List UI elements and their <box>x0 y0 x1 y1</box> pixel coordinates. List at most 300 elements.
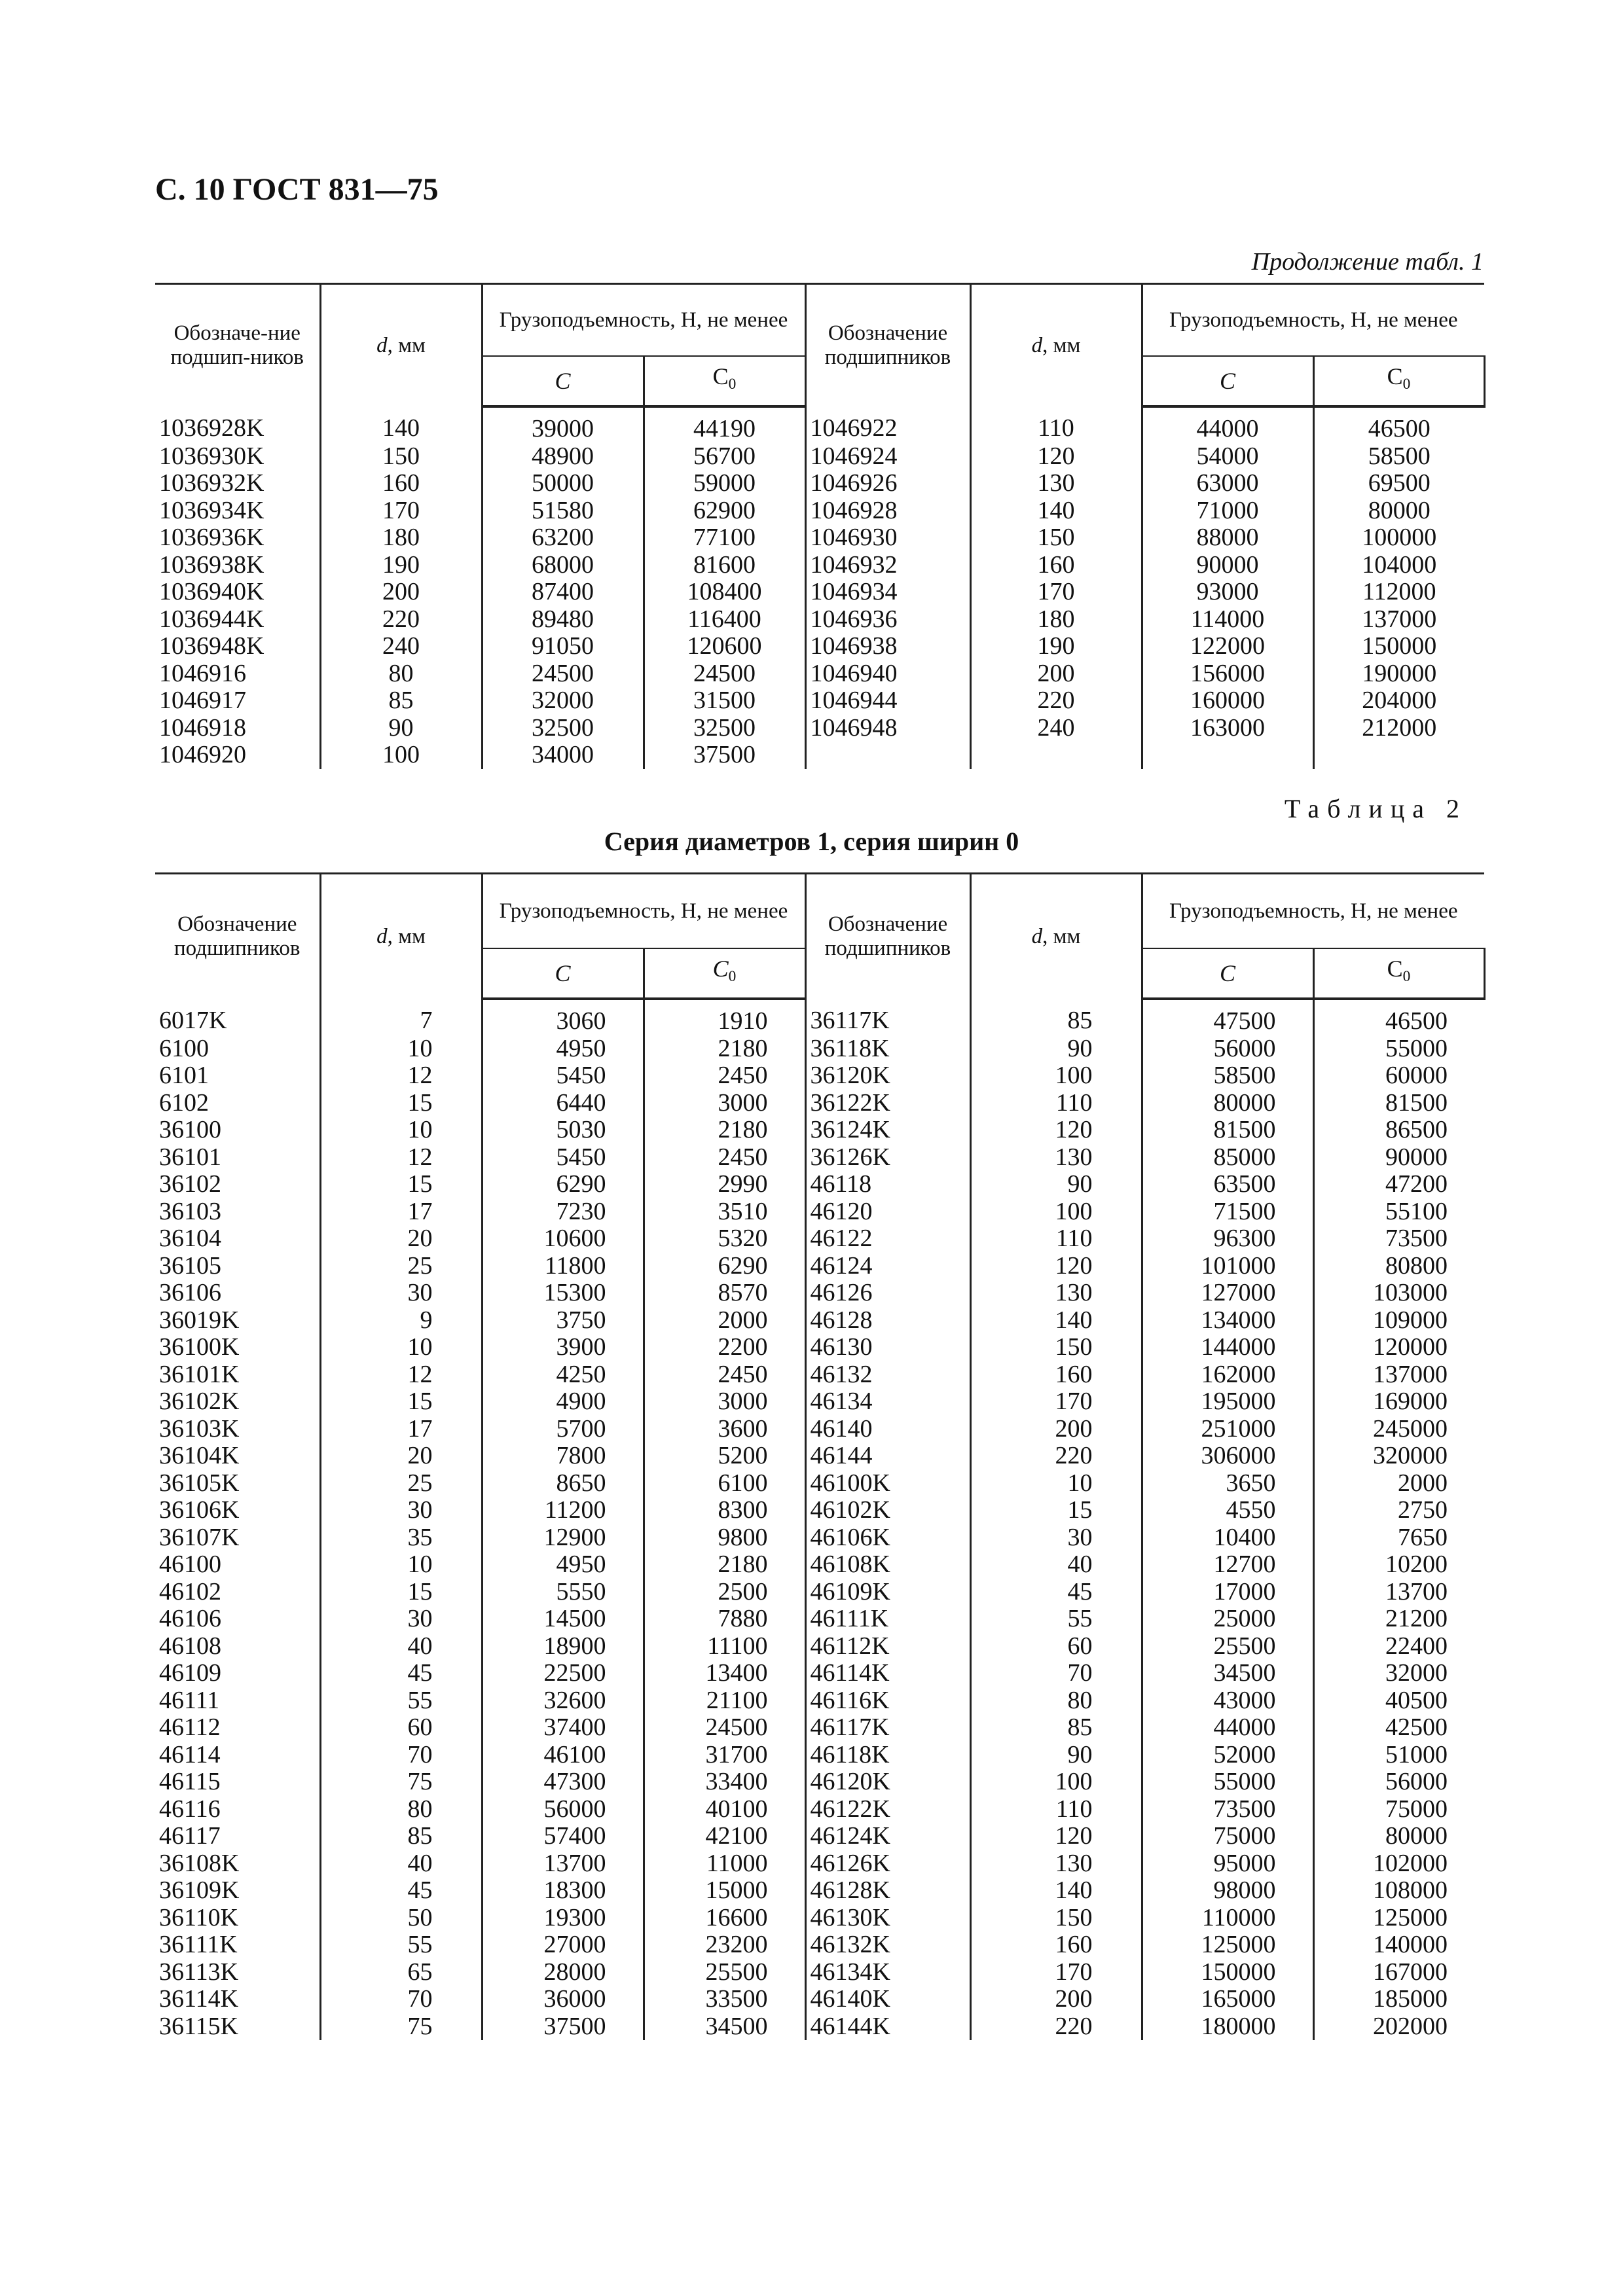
cell-d: 85 <box>320 687 482 715</box>
cell-c0: 202000 <box>1313 2013 1484 2041</box>
cell-designation: 1036932K <box>155 470 320 497</box>
cell-designation: 1046918 <box>155 715 320 742</box>
header-c: C <box>482 356 644 406</box>
cell-d: 200 <box>970 660 1142 688</box>
cell-d: 100 <box>970 1768 1142 1796</box>
cell-c: 91050 <box>482 633 644 660</box>
cell-c0: 90000 <box>1313 1144 1484 1172</box>
table-row <box>155 2013 1484 2041</box>
cell-c0: 24500 <box>644 1714 805 1742</box>
cell-designation: 36103K <box>155 1416 320 1443</box>
cell-c: 46100 <box>482 1742 644 1769</box>
header-load-capacity: Грузоподъемность, Н, не менее <box>1142 874 1484 949</box>
cell-c: 150000 <box>1142 1959 1313 1986</box>
cell-d: 30 <box>970 1524 1142 1552</box>
cell-d: 110 <box>970 1090 1142 1117</box>
cell-c0: 109000 <box>1313 1307 1484 1335</box>
cell-designation: 46111K <box>805 1605 970 1633</box>
cell-d: 10 <box>320 1117 482 1144</box>
cell-c: 3650 <box>1142 1470 1313 1498</box>
cell-d: 130 <box>970 1850 1142 1878</box>
table-row <box>155 633 1484 660</box>
cell-c0: 24500 <box>644 660 805 688</box>
cell-d: 90 <box>320 715 482 742</box>
cell-c: 22500 <box>482 1660 644 1687</box>
cell-designation: 46132K <box>805 1931 970 1959</box>
cell-c: 27000 <box>482 1931 644 1959</box>
cell-c0: 2750 <box>1313 1497 1484 1524</box>
cell-c0: 40100 <box>644 1796 805 1823</box>
cell-c: 25500 <box>1142 1633 1313 1660</box>
cell-d: 120 <box>970 1253 1142 1280</box>
cell-designation: 46128K <box>805 1877 970 1905</box>
cell-c: 93000 <box>1142 579 1313 606</box>
cell-c: 122000 <box>1142 633 1313 660</box>
cell-c0: 47200 <box>1313 1171 1484 1198</box>
cell-c0: 59000 <box>644 470 805 497</box>
cell-c: 125000 <box>1142 1931 1313 1959</box>
table-row <box>155 606 1484 634</box>
cell-designation: 46114K <box>805 1660 970 1687</box>
table-row <box>155 715 1484 742</box>
cell-c: 24500 <box>482 660 644 688</box>
cell-d: 65 <box>320 1959 482 1986</box>
cell-designation: 46109K <box>805 1579 970 1606</box>
cell-designation: 46140 <box>805 1416 970 1443</box>
cell-c0: 9800 <box>644 1524 805 1552</box>
cell-d: 140 <box>970 1307 1142 1335</box>
cell-designation: 36106 <box>155 1280 320 1307</box>
cell-designation: 36113K <box>155 1959 320 1986</box>
cell-d: 190 <box>970 633 1142 660</box>
cell-c0: 69500 <box>1313 470 1484 497</box>
cell-c: 306000 <box>1142 1443 1313 1470</box>
cell-d: 75 <box>320 2013 482 2041</box>
cell-d: 90 <box>970 1035 1142 1063</box>
cell-d: 25 <box>320 1253 482 1280</box>
cell-c: 58500 <box>1142 1062 1313 1090</box>
cell-designation: 36124K <box>805 1117 970 1144</box>
cell-d: 85 <box>320 1823 482 1850</box>
cell-c0: 3000 <box>644 1090 805 1117</box>
table-row <box>155 1877 1484 1905</box>
header-c0: $C_0$ <box>644 356 805 406</box>
cell-c0: 204000 <box>1313 687 1484 715</box>
cell-c: 10400 <box>1142 1524 1313 1552</box>
table-row <box>155 552 1484 579</box>
cell-d: 240 <box>320 633 482 660</box>
cell-c: 68000 <box>482 552 644 579</box>
cell-designation: 36102 <box>155 1171 320 1198</box>
cell-c0: 104000 <box>1313 552 1484 579</box>
table-row <box>155 443 1484 471</box>
table-row <box>155 1443 1484 1470</box>
cell-c0: 137000 <box>1313 1361 1484 1389</box>
table-row <box>155 1524 1484 1552</box>
cell-c: 163000 <box>1142 715 1313 742</box>
table-row <box>155 1931 1484 1959</box>
cell-d: 160 <box>970 1931 1142 1959</box>
cell-c: 3060 <box>482 999 644 1035</box>
cell-c: 10600 <box>482 1225 644 1253</box>
cell-designation: 46120 <box>805 1198 970 1226</box>
cell-c: 7800 <box>482 1443 644 1470</box>
cell-d: 80 <box>970 1687 1142 1715</box>
cell-d: 90 <box>970 1742 1142 1769</box>
cell-c0: 320000 <box>1313 1443 1484 1470</box>
cell-designation: 36120K <box>805 1062 970 1090</box>
cell-c: 127000 <box>1142 1280 1313 1307</box>
cell-designation: 36114K <box>155 1986 320 2013</box>
cell-d: 110 <box>970 1225 1142 1253</box>
cell-d: 12 <box>320 1144 482 1172</box>
cell-c0: 108400 <box>644 579 805 606</box>
table-row <box>155 1633 1484 1660</box>
cell-d: 15 <box>320 1579 482 1606</box>
cell-d: 45 <box>320 1660 482 1687</box>
cell-designation: 36019K <box>155 1307 320 1335</box>
cell-d: 10 <box>320 1035 482 1063</box>
cell-c: 52000 <box>1142 1742 1313 1769</box>
cell-c: 63200 <box>482 524 644 552</box>
cell-d: 20 <box>320 1443 482 1470</box>
header-c: C <box>1142 356 1313 406</box>
cell-d: 170 <box>970 1388 1142 1416</box>
cell-designation: 1046934 <box>805 579 970 606</box>
cell-c0: 10200 <box>1313 1551 1484 1579</box>
cell-c: 15300 <box>482 1280 644 1307</box>
table-row <box>155 1660 1484 1687</box>
cell-designation: 36105 <box>155 1253 320 1280</box>
cell-designation: 1046948 <box>805 715 970 742</box>
cell-c0: 6290 <box>644 1253 805 1280</box>
cell-c0: 167000 <box>1313 1959 1484 1986</box>
cell-c: 110000 <box>1142 1905 1313 1932</box>
cell-c0: 55100 <box>1313 1198 1484 1226</box>
cell-designation: 36109K <box>155 1877 320 1905</box>
cell-designation: 36100 <box>155 1117 320 1144</box>
cell-d: 130 <box>970 1144 1142 1172</box>
cell-c0: 2180 <box>644 1117 805 1144</box>
cell-designation: 36106K <box>155 1497 320 1524</box>
table-row <box>155 1605 1484 1633</box>
cell-c: 71500 <box>1142 1198 1313 1226</box>
table-row <box>155 1850 1484 1878</box>
cell-designation: 46134K <box>805 1959 970 1986</box>
cell-d: 40 <box>320 1850 482 1878</box>
cell-c: 89480 <box>482 606 644 634</box>
cell-c: 47500 <box>1142 999 1313 1035</box>
cell-c0: 5320 <box>644 1225 805 1253</box>
cell-d <box>970 742 1142 769</box>
cell-c0: 42500 <box>1313 1714 1484 1742</box>
cell-c0: 3000 <box>644 1388 805 1416</box>
table-row <box>155 660 1484 688</box>
header-designation: Обозначе-ние подшип-ников <box>155 284 320 407</box>
cell-d: 30 <box>320 1280 482 1307</box>
cell-c0: 5200 <box>644 1443 805 1470</box>
cell-c0: 33500 <box>644 1986 805 2013</box>
cell-c0: 42100 <box>644 1823 805 1850</box>
cell-c0: 44190 <box>644 406 805 443</box>
cell-c: 63500 <box>1142 1171 1313 1198</box>
cell-c: 39000 <box>482 406 644 443</box>
table-row <box>155 1035 1484 1063</box>
cell-c: 28000 <box>482 1959 644 1986</box>
table-row <box>155 1579 1484 1606</box>
cell-designation: 1046924 <box>805 443 970 471</box>
cell-c0: 185000 <box>1313 1986 1484 2013</box>
cell-c0: 13400 <box>644 1660 805 1687</box>
header-d: d, мм <box>320 874 482 999</box>
cell-c0: 120600 <box>644 633 805 660</box>
cell-c: 32500 <box>482 715 644 742</box>
cell-designation: 1046938 <box>805 633 970 660</box>
cell-c0: 25500 <box>644 1959 805 1986</box>
cell-c: 44000 <box>1142 406 1313 443</box>
cell-c0: 245000 <box>1313 1416 1484 1443</box>
cell-c: 3900 <box>482 1334 644 1361</box>
cell-c0: 34500 <box>644 2013 805 2041</box>
cell-designation: 46108 <box>155 1633 320 1660</box>
cell-c0: 2450 <box>644 1144 805 1172</box>
cell-d: 12 <box>320 1361 482 1389</box>
table-row <box>155 1905 1484 1932</box>
table-row <box>155 1742 1484 1769</box>
cell-designation: 1036934K <box>155 497 320 525</box>
cell-d: 80 <box>320 660 482 688</box>
cell-d: 60 <box>320 1714 482 1742</box>
cell-designation: 1046920 <box>155 742 320 769</box>
cell-designation: 46132 <box>805 1361 970 1389</box>
cell-d: 170 <box>970 1959 1142 1986</box>
cell-designation <box>805 742 970 769</box>
cell-c: 5450 <box>482 1062 644 1090</box>
cell-designation: 46108K <box>805 1551 970 1579</box>
cell-d: 220 <box>970 2013 1142 2041</box>
cell-c0: 62900 <box>644 497 805 525</box>
cell-d: 170 <box>970 579 1142 606</box>
cell-c: 12900 <box>482 1524 644 1552</box>
cell-c: 13700 <box>482 1850 644 1878</box>
header-c0: $C_0$ <box>644 948 805 999</box>
header-designation: Обозначение подшипников <box>805 284 970 407</box>
cell-c: 75000 <box>1142 1823 1313 1850</box>
cell-designation: 1046936 <box>805 606 970 634</box>
cell-designation: 6101 <box>155 1062 320 1090</box>
header-d: d, мм <box>970 284 1142 407</box>
cell-designation: 46100 <box>155 1551 320 1579</box>
cell-designation: 46102 <box>155 1579 320 1606</box>
cell-c: 55000 <box>1142 1768 1313 1796</box>
header-c0: $C_0$ <box>1313 948 1484 999</box>
cell-c: 18300 <box>482 1877 644 1905</box>
cell-c: 18900 <box>482 1633 644 1660</box>
cell-c0: 140000 <box>1313 1931 1484 1959</box>
header-c0: $C_0$ <box>1313 356 1484 406</box>
cell-designation: 46126 <box>805 1280 970 1307</box>
cell-d: 70 <box>320 1742 482 1769</box>
cell-c: 56000 <box>482 1796 644 1823</box>
cell-d: 130 <box>970 470 1142 497</box>
cell-d: 180 <box>970 606 1142 634</box>
cell-c0: 75000 <box>1313 1796 1484 1823</box>
cell-c: 160000 <box>1142 687 1313 715</box>
cell-d: 55 <box>320 1687 482 1715</box>
table-row <box>155 1470 1484 1498</box>
table-row <box>155 1307 1484 1335</box>
cell-designation: 36126K <box>805 1144 970 1172</box>
cell-c: 19300 <box>482 1905 644 1932</box>
cell-designation: 46130 <box>805 1334 970 1361</box>
cell-designation: 36104K <box>155 1443 320 1470</box>
cell-d: 160 <box>320 470 482 497</box>
cell-d: 160 <box>970 552 1142 579</box>
cell-designation: 36101K <box>155 1361 320 1389</box>
cell-d: 220 <box>970 687 1142 715</box>
cell-c0: 11100 <box>644 1633 805 1660</box>
cell-d: 75 <box>320 1768 482 1796</box>
cell-c: 50000 <box>482 470 644 497</box>
cell-c0: 2180 <box>644 1551 805 1579</box>
cell-c0: 31500 <box>644 687 805 715</box>
cell-designation: 6017K <box>155 999 320 1035</box>
cell-c: 4250 <box>482 1361 644 1389</box>
cell-d: 200 <box>320 579 482 606</box>
cell-designation: 36100K <box>155 1334 320 1361</box>
cell-c0: 102000 <box>1313 1850 1484 1878</box>
cell-designation: 1036930K <box>155 443 320 471</box>
cell-designation: 46122 <box>805 1225 970 1253</box>
cell-c: 5450 <box>482 1144 644 1172</box>
cell-c: 37400 <box>482 1714 644 1742</box>
table-row <box>155 1144 1484 1172</box>
cell-c0: 32500 <box>644 715 805 742</box>
cell-d: 240 <box>970 715 1142 742</box>
cell-c: 96300 <box>1142 1225 1313 1253</box>
cell-c: 57400 <box>482 1823 644 1850</box>
cell-d: 7 <box>320 999 482 1035</box>
cell-c0: 37500 <box>644 742 805 769</box>
cell-c0: 40500 <box>1313 1687 1484 1715</box>
cell-d: 120 <box>970 1823 1142 1850</box>
cell-designation: 36118K <box>805 1035 970 1063</box>
cell-c: 6290 <box>482 1171 644 1198</box>
cell-c: 98000 <box>1142 1877 1313 1905</box>
header-designation: Обозначение подшипников <box>805 874 970 999</box>
cell-d: 130 <box>970 1280 1142 1307</box>
cell-designation: 36111K <box>155 1931 320 1959</box>
table-2-label: Таблица 2 <box>1284 794 1467 823</box>
table-row <box>155 1090 1484 1117</box>
cell-designation: 1046932 <box>805 552 970 579</box>
cell-c0: 100000 <box>1313 524 1484 552</box>
table-row <box>155 1361 1484 1389</box>
cell-designation: 36102K <box>155 1388 320 1416</box>
cell-c0: 125000 <box>1313 1905 1484 1932</box>
cell-c: 43000 <box>1142 1687 1313 1715</box>
cell-c0: 46500 <box>1313 406 1484 443</box>
cell-d: 20 <box>320 1225 482 1253</box>
cell-c0: 1910 <box>644 999 805 1035</box>
cell-designation: 46144K <box>805 2013 970 2041</box>
cell-c: 11200 <box>482 1497 644 1524</box>
cell-c: 4900 <box>482 1388 644 1416</box>
table-row <box>155 1117 1484 1144</box>
cell-designation: 46122K <box>805 1796 970 1823</box>
table-row <box>155 1986 1484 2013</box>
cell-c0: 120000 <box>1313 1334 1484 1361</box>
cell-c: 95000 <box>1142 1850 1313 1878</box>
cell-d: 100 <box>970 1198 1142 1226</box>
cell-c: 4950 <box>482 1551 644 1579</box>
cell-d: 140 <box>320 406 482 443</box>
cell-c: 8650 <box>482 1470 644 1498</box>
cell-designation: 46111 <box>155 1687 320 1715</box>
table-row <box>155 742 1484 769</box>
cell-c0: 2200 <box>644 1334 805 1361</box>
cell-c0: 33400 <box>644 1768 805 1796</box>
cell-c0: 150000 <box>1313 633 1484 660</box>
cell-c: 180000 <box>1142 2013 1313 2041</box>
cell-designation: 46114 <box>155 1742 320 1769</box>
cell-c0: 31700 <box>644 1742 805 1769</box>
cell-designation: 46128 <box>805 1307 970 1335</box>
cell-d: 15 <box>970 1497 1142 1524</box>
table-row <box>155 1225 1484 1253</box>
cell-c0: 81600 <box>644 552 805 579</box>
cell-c0: 11000 <box>644 1850 805 1878</box>
cell-c0: 2000 <box>1313 1470 1484 1498</box>
cell-d: 55 <box>970 1605 1142 1633</box>
cell-c: 87400 <box>482 579 644 606</box>
cell-c0: 2450 <box>644 1361 805 1389</box>
cell-d: 50 <box>320 1905 482 1932</box>
cell-c: 4950 <box>482 1035 644 1063</box>
table-row <box>155 1768 1484 1796</box>
cell-designation: 46100K <box>805 1470 970 1498</box>
cell-c: 4550 <box>1142 1497 1313 1524</box>
cell-designation: 1036944K <box>155 606 320 634</box>
cell-c: 63000 <box>1142 470 1313 497</box>
cell-designation: 46115 <box>155 1768 320 1796</box>
cell-c0: 103000 <box>1313 1280 1484 1307</box>
cell-c0: 112000 <box>1313 579 1484 606</box>
cell-designation: 46140K <box>805 1986 970 2013</box>
cell-d: 9 <box>320 1307 482 1335</box>
cell-designation: 36101 <box>155 1144 320 1172</box>
cell-designation: 1036948K <box>155 633 320 660</box>
cell-d: 190 <box>320 552 482 579</box>
cell-d: 15 <box>320 1171 482 1198</box>
cell-c0: 58500 <box>1313 443 1484 471</box>
cell-d: 200 <box>970 1416 1142 1443</box>
cell-d: 110 <box>970 1796 1142 1823</box>
cell-designation: 36108K <box>155 1850 320 1878</box>
cell-c0: 3510 <box>644 1198 805 1226</box>
cell-designation: 46112K <box>805 1633 970 1660</box>
cell-c0: 2180 <box>644 1035 805 1063</box>
cell-designation: 36122K <box>805 1090 970 1117</box>
cell-c0: 2500 <box>644 1579 805 1606</box>
cell-d: 220 <box>320 606 482 634</box>
cell-c0: 51000 <box>1313 1742 1484 1769</box>
cell-c: 5550 <box>482 1579 644 1606</box>
continuation-label: Продолжение табл. 1 <box>1251 248 1484 276</box>
cell-c0: 8570 <box>644 1280 805 1307</box>
table-row <box>155 687 1484 715</box>
header-designation: Обозначение подшипников <box>155 874 320 999</box>
